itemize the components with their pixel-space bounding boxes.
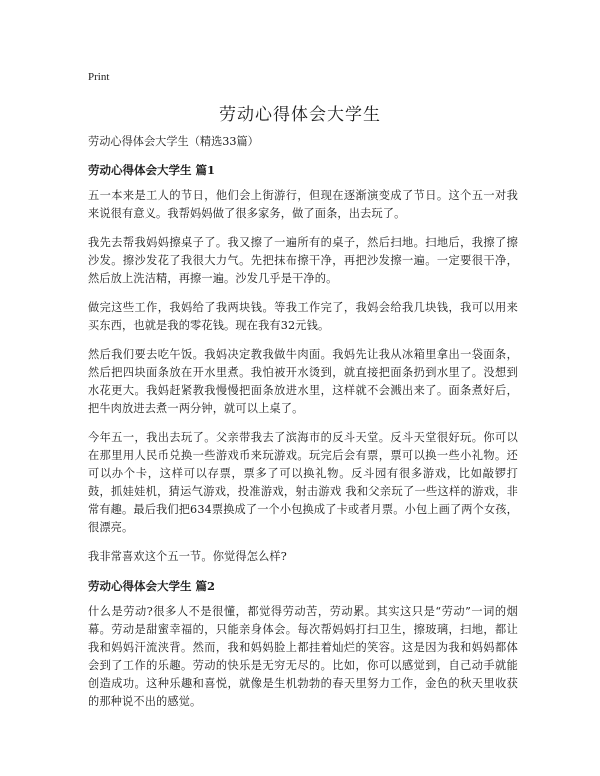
article-subtitle: 劳动心得体会大学生（精选33篇）	[88, 135, 259, 148]
section-heading: 劳动心得体会大学生 篇2	[88, 579, 216, 593]
paragraph: 我非常喜欢这个五一节。你觉得怎么样?	[88, 550, 287, 563]
paragraph: 今年五一，我出去玩了。父亲带我去了滨海市的反斗天堂。反斗天堂很好玩。你可以在那里用人民币兑换一些游戏币来玩游戏。玩完后会有票，票可以换一些小礼物。还可以办个卡，这样可以存票，票多了可以换礼物。反斗园有很多游戏，比如敲锣打鼓，抓娃娃机，猜运气游戏，投准游戏，射击游戏 我和父亲玩了一些这样的游戏，非常有趣。最后我们把634票换成了一个小包换成了卡或者月票。小包上画了两个女孩，很漂亮。	[88, 431, 518, 534]
page-title: 劳动心得体会大学生	[219, 105, 381, 125]
paragraph: 什么是劳动?很多人不是很懂，都觉得劳动苦，劳动累。其实这只是“劳动”一词的烟幕。劳动是甜蜜幸福的，只能亲身体会。每次帮妈妈打扫卫生，擦玻璃，扫地，都让我和妈妈汗流浃背。然而，我和妈妈脸上都挂着灿烂的笑容。这是因为我和妈妈都体会到了工作的乐趣。劳动的快乐是无穷无尽的。比如，你可以感觉到，自己动手就能创造成功。这种乐趣和喜悦，就像是生机勃勃的春天里努力工作，金色的秋天里收获的那种说不出的感觉。	[88, 605, 518, 708]
paragraph: 五一本来是工人的节日，他们会上街游行，但现在逐渐演变成了节日。这个五一对我来说很有意义。我帮妈妈做了很多家务，做了面条，出去玩了。	[88, 189, 518, 220]
paragraph: 做完这些工作，我妈给了我两块钱。等我工作完了，我妈会给我几块钱，我可以用来买东西，也就是我的零花钱。现在我有32元钱。	[88, 301, 518, 332]
paragraph: 我先去帮我妈妈擦桌子了。我又擦了一遍所有的桌子，然后扫地。扫地后，我擦了擦沙发。擦沙发花了我很大力气。先把抹布擦干净，再把沙发擦一遍。一定要很干净，然后放上洗洁精，再擦一遍。沙发几乎是干净的。	[88, 236, 518, 285]
article-body	[88, 133, 518, 722]
section-2	[88, 577, 518, 711]
paragraph: 然后我们要去吃午饭。我妈决定教我做牛肉面。我妈先让我从冰箱里拿出一袋面条，然后把四块面条放在开水里煮。我怕被开水烫到，就直接把面条扔到水里了。没想到水花更大。我妈赶紧教我慢慢把面条放进水里，这样就不会溅出来了。面条煮好后，把牛肉放进去煮一两分钟，就可以上桌了。	[88, 348, 518, 415]
print-link[interactable]: Print	[88, 71, 110, 83]
section-heading: 劳动心得体会大学生 篇1	[88, 163, 216, 177]
section-1	[88, 161, 518, 566]
